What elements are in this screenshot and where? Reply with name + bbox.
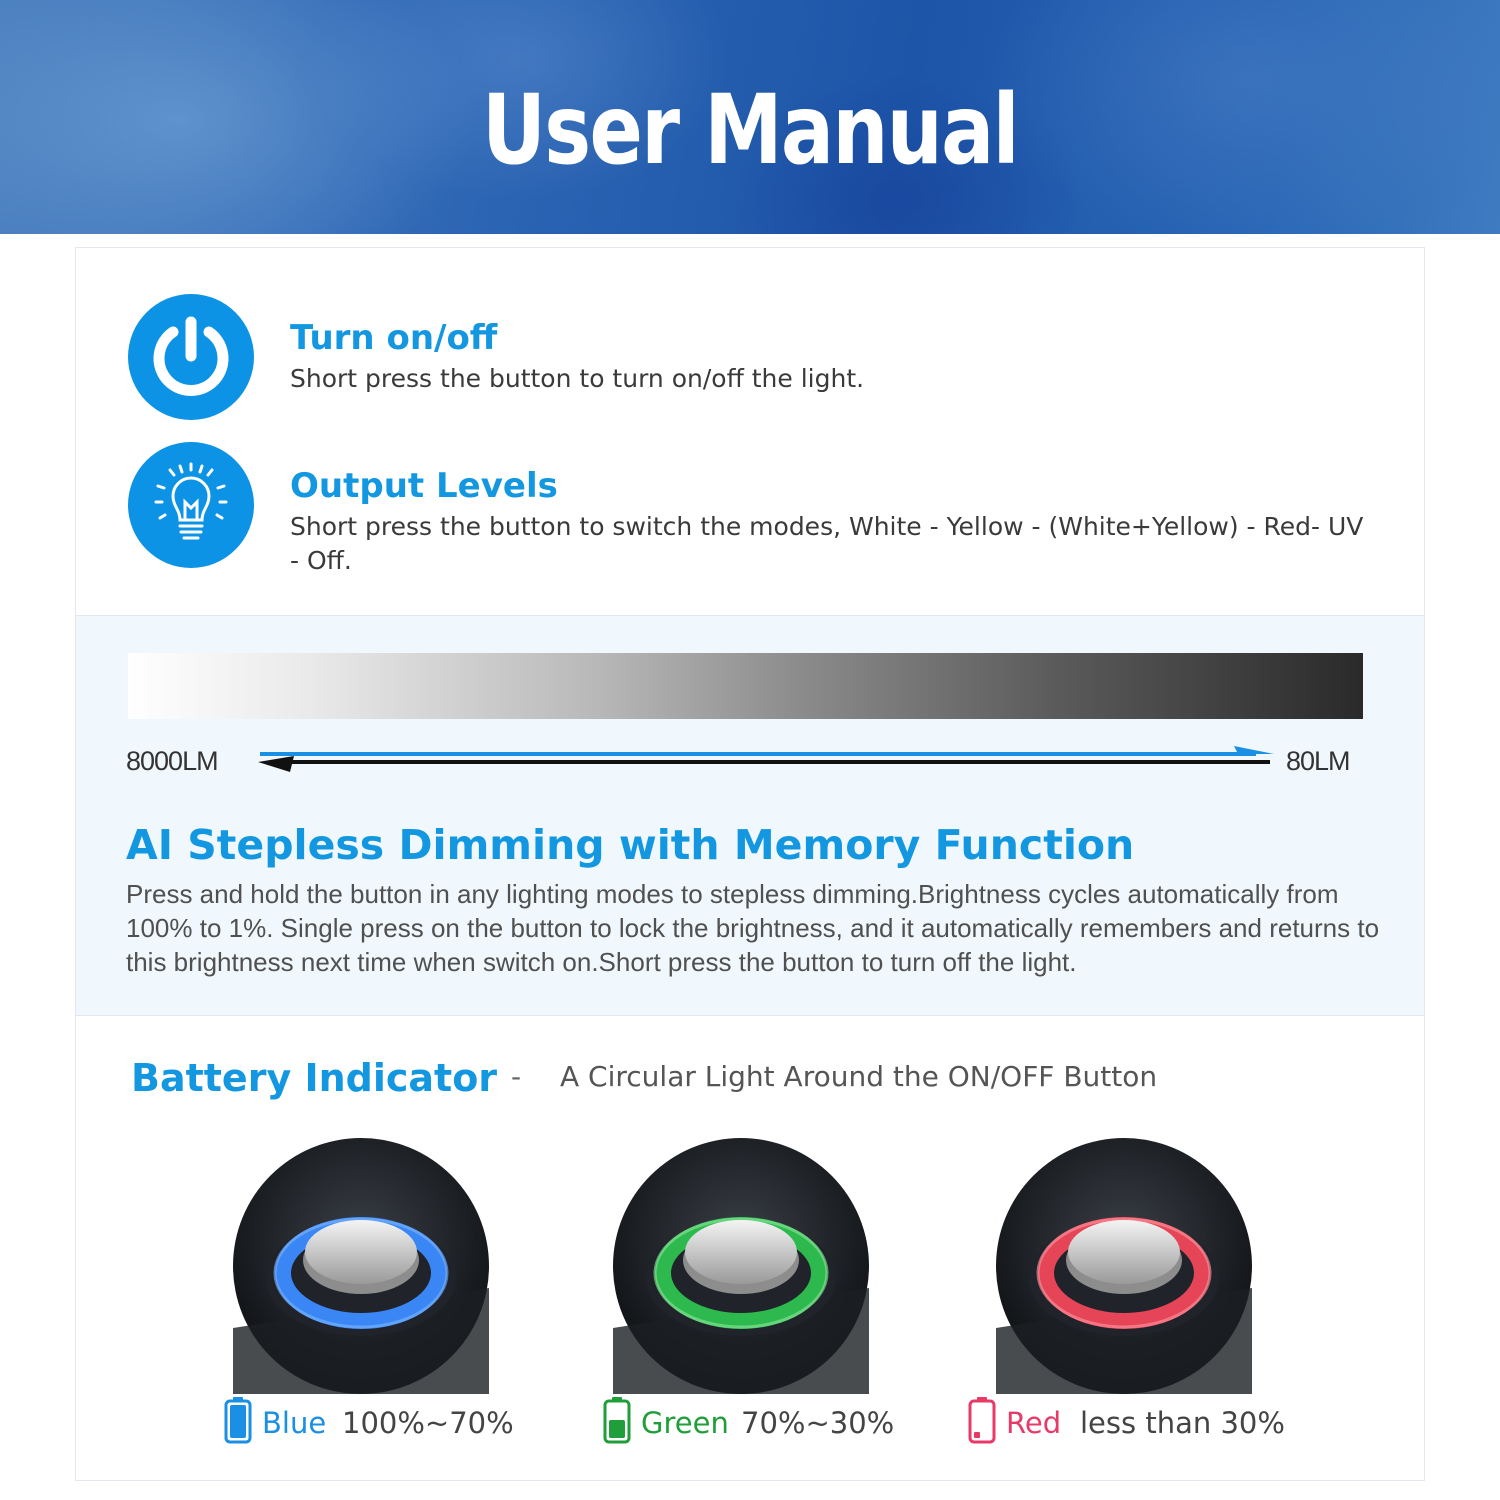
- brightness-gradient-bar: [128, 653, 1363, 719]
- light-bulb-icon: [128, 442, 254, 568]
- dimming-section: [76, 615, 1424, 1016]
- battery-color-label: Red: [1006, 1406, 1062, 1440]
- green-ring-button-image: [613, 1138, 869, 1394]
- battery-range-label: less than 30%: [1080, 1406, 1285, 1440]
- max-lumen-label: 8000LM: [126, 746, 218, 776]
- feature-description: Short press the button to switch the modes, White - Yellow - (White+Yellow) - Red- UV - Off.: [290, 512, 1364, 575]
- battery-separator: -: [511, 1060, 522, 1093]
- red-ring-button-image: [996, 1138, 1252, 1394]
- manual-card: [75, 247, 1425, 1481]
- dimming-arrows-icon: [256, 742, 1276, 782]
- page-title: User Manual: [482, 74, 1018, 186]
- battery-subtitle: A Circular Light Around the ON/OFF Button: [560, 1060, 1158, 1093]
- battery-level-green: [603, 1396, 923, 1446]
- battery-level-blue: [224, 1396, 544, 1446]
- battery-level-red: [968, 1396, 1308, 1446]
- header-banner: [0, 0, 1500, 234]
- blue-ring-button-image: [233, 1138, 489, 1394]
- feature-title: Output Levels: [290, 466, 558, 506]
- battery-color-label: Blue: [262, 1406, 327, 1440]
- min-lumen-label: 80LM: [1286, 746, 1350, 776]
- battery-full-icon: [224, 1396, 252, 1444]
- battery-range-label: 100%~70%: [342, 1406, 514, 1440]
- dimming-title: AI Stepless Dimming with Memory Function: [126, 821, 1135, 869]
- battery-color-label: Green: [641, 1406, 729, 1440]
- power-icon: [128, 294, 254, 420]
- feature-title: Turn on/off: [290, 318, 498, 358]
- battery-half-icon: [603, 1396, 631, 1444]
- dimming-description: Press and hold the button in any lighting modes to stepless dimming.Brightness cycles automatically from 100% to 1%. Single press on the button to lock the brightness, and it automatically remembers and returns to this brightness next time when switch on.Short press the button to turn off the light.: [126, 879, 1380, 977]
- battery-title: Battery Indicator: [131, 1056, 498, 1100]
- battery-low-icon: [968, 1396, 996, 1444]
- battery-range-label: 70%~30%: [741, 1406, 895, 1440]
- feature-description: Short press the button to turn on/off the light.: [290, 364, 865, 393]
